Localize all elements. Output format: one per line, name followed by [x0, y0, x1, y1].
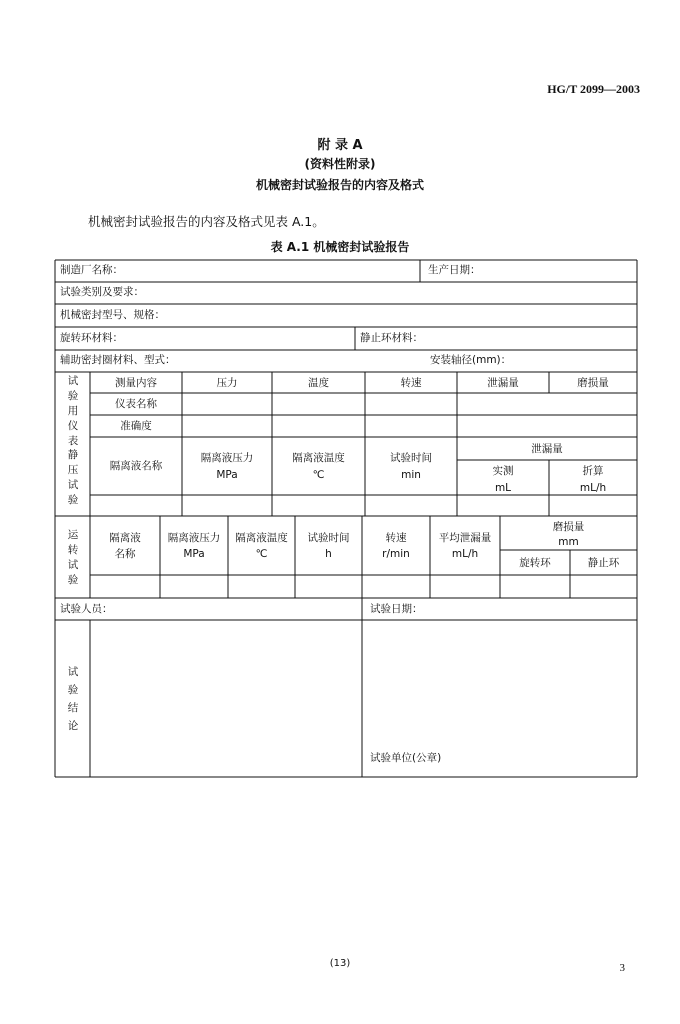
run-speed-unit: r/min	[382, 548, 410, 560]
stationary-ring-label: 静止环材料：	[360, 332, 423, 344]
converted-label: 折算	[582, 465, 604, 477]
run-fluid-pressure-label: 隔离液压力	[167, 532, 221, 544]
run-wear-label: 磨损量	[552, 521, 585, 533]
run-fluid-name-label-2: 名称	[114, 548, 136, 560]
appendix-note: (资料性附录)	[304, 157, 376, 171]
run-speed-label: 转速	[385, 532, 407, 544]
stat-ring-wear-label: 静止环	[587, 557, 620, 569]
measured-label: 实测	[492, 465, 514, 477]
test-unit-seal-label: 试验单位(公章)	[370, 752, 442, 764]
run-wear-unit: mm	[558, 536, 579, 548]
standard-code: HG/T 2099—2003	[547, 82, 640, 96]
run-temp-unit: ℃	[255, 548, 268, 560]
speed-header: 转速	[400, 377, 422, 389]
conclusion-section-label: 试验结论	[67, 666, 79, 732]
pressure-header: 压力	[216, 377, 238, 389]
test-date-label: 试验日期：	[370, 603, 423, 615]
static-pressure-unit: MPa	[216, 469, 238, 481]
production-date-label: 生产日期：	[428, 264, 481, 276]
static-temp-unit: ℃	[312, 469, 325, 481]
testers-label: 试验人员：	[60, 603, 113, 615]
static-fluid-pressure-label: 隔离液压力	[200, 452, 254, 464]
page-code: (13)	[329, 958, 351, 969]
static-leakage-label: 泄漏量	[531, 443, 563, 455]
run-test-time-label: 试验时间	[307, 532, 350, 544]
instrument-name-label: 仪表名称	[115, 398, 157, 410]
rot-ring-wear-label: 旋转环	[519, 557, 551, 569]
rotating-ring-label: 旋转环材料：	[60, 332, 123, 344]
avg-leakage-label: 平均泄漏量	[438, 532, 492, 544]
run-fluid-temp-label: 隔离液温度	[235, 532, 288, 544]
static-time-unit: min	[401, 469, 421, 481]
measured-unit: mL	[494, 482, 512, 494]
leakage-header: 泄漏量	[487, 377, 519, 389]
instrument-section-label: 试验用仪表	[67, 375, 79, 447]
appendix-subtitle: 机械密封试验报告的内容及格式	[255, 178, 424, 192]
wear-header: 磨损量	[577, 377, 609, 389]
page-number: 3	[619, 962, 625, 974]
run-fluid-name-label-1: 隔离液	[109, 532, 141, 544]
static-fluid-name-label: 隔离液名称	[109, 460, 163, 472]
install-length-label: 安装轴径(mm)：	[430, 354, 512, 366]
static-fluid-temp-label: 隔离液温度	[292, 452, 345, 464]
run-pressure-unit: MPa	[183, 548, 205, 560]
appendix-title: 附 录 A	[317, 138, 363, 153]
converted-unit: mL/h	[579, 482, 607, 494]
manufacturer-label: 制造厂名称：	[60, 264, 123, 276]
measure-content-header: 测量内容	[115, 377, 157, 389]
run-time-unit: h	[325, 548, 332, 560]
seal-model-label: 机械密封型号、规格：	[60, 309, 165, 321]
avg-leakage-unit: mL/h	[451, 548, 479, 560]
table-caption: 表 A.1 机械密封试验报告	[270, 240, 410, 254]
intro-paragraph: 机械密封试验报告的内容及格式见表 A.1。	[88, 214, 325, 229]
run-section-label: 运转试验	[67, 529, 79, 586]
aux-seal-label: 辅助密封圈材料、型式：	[60, 354, 176, 366]
accuracy-label: 准确度	[120, 420, 152, 432]
static-test-time-label: 试验时间	[390, 452, 432, 464]
static-section-label: 静压试验	[67, 449, 79, 506]
test-type-label: 试验类别及要求：	[60, 286, 144, 298]
temperature-header: 温度	[308, 377, 329, 389]
